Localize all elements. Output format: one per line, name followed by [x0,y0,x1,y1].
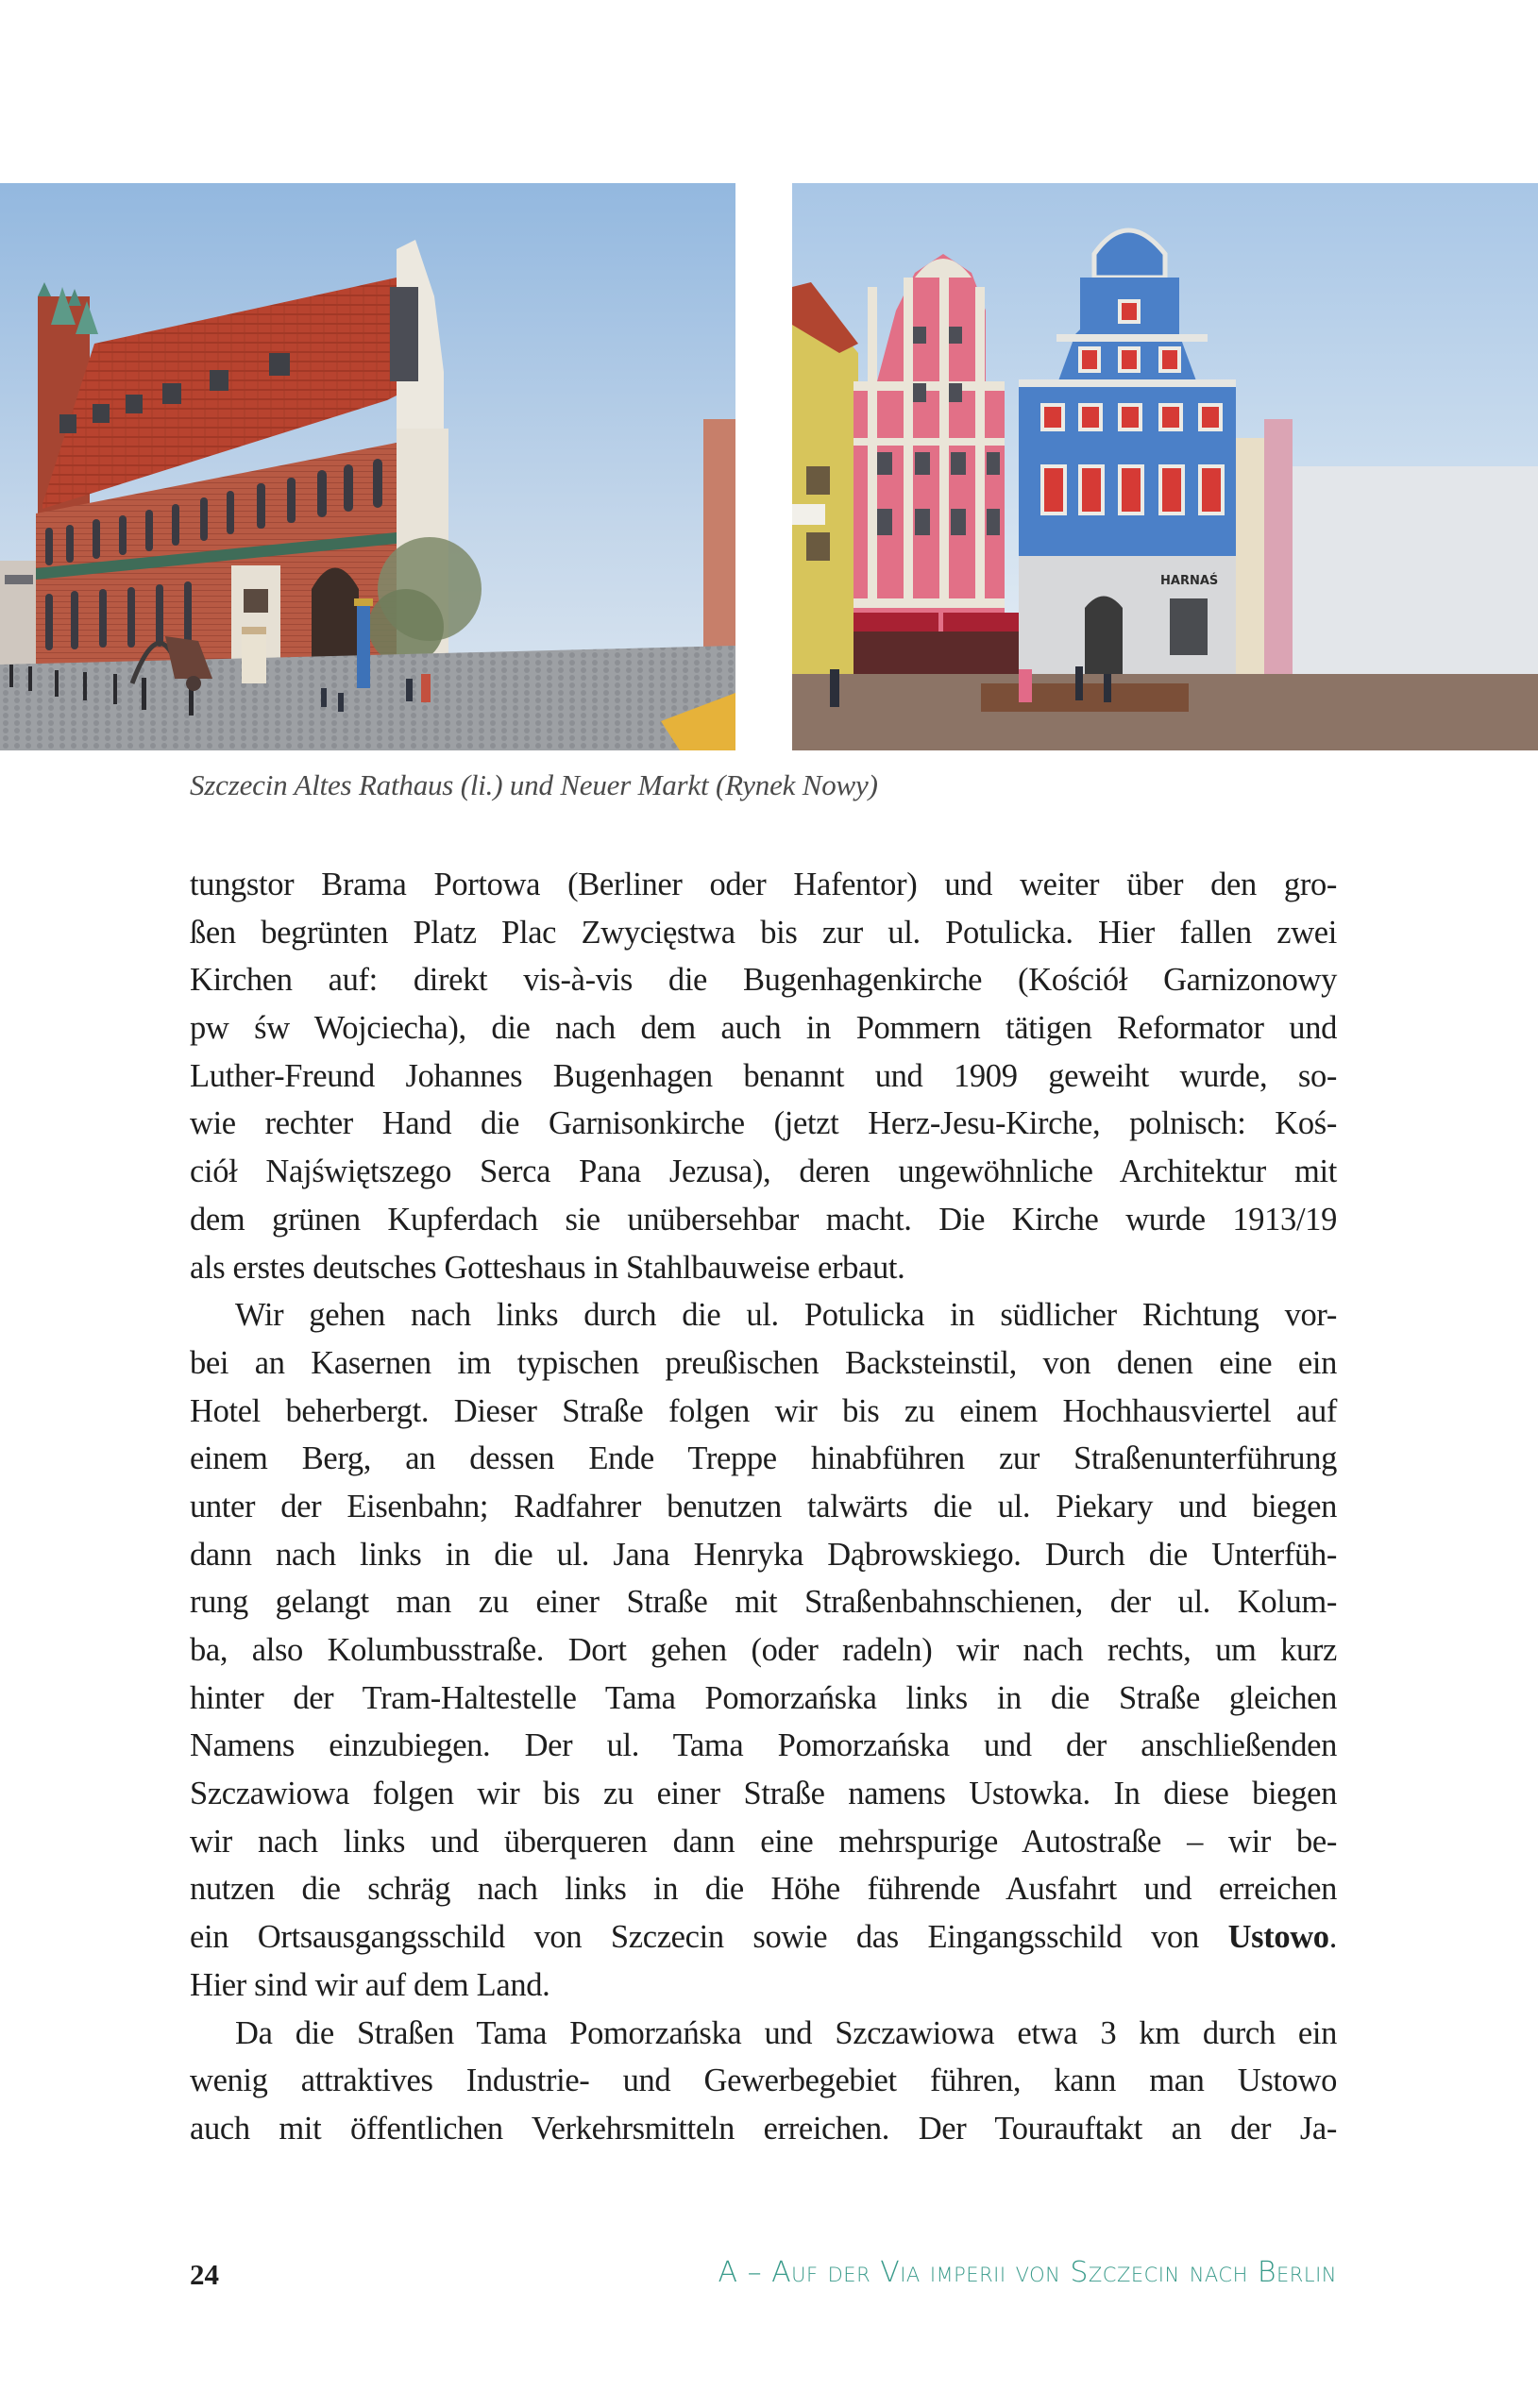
photo-old-town-hall [0,183,735,750]
text-line: bei an Kasernen im typischen preußischen Backsteinstil, von denen eine ein [190,1344,1337,1381]
text-line: tungstor Brama Portowa (Berliner oder Hafentor) und weiter über den gro- [190,867,1337,902]
running-head: A – Auf der Via imperii von Szczecin nach Berlin [718,2256,1337,2289]
text-line: ciół Najświętszego Serca Pana Jezusa), deren ungewöhnliche Architektur mit [190,1153,1337,1190]
paragraph-start: Wir gehen nach links durch die ul. Potulicka in südlicher Richtung vor- [235,1297,1337,1334]
text-line: hinter der Tram-Haltestelle Tama Pomorzańska links in die Straße gleichen [190,1679,1337,1716]
text-line: Luther-Freund Johannes Bugenhagen benannt und 1909 geweiht wurde, so- [190,1057,1337,1094]
text-line: Hier sind wir auf dem Land. [190,1966,550,2003]
text-line: unter der Eisenbahn; Radfahrer benutzen talwärts die ul. Piekary und biegen [190,1488,1337,1524]
text-line: dann nach links in die ul. Jana Henryka Dąbrowskiego. Durch die Unterfüh- [190,1536,1337,1573]
new-market-illustration [792,183,1538,750]
text-line: wir nach links und überqueren dann eine mehrspurige Autostraße – wir be- [190,1823,1337,1860]
page-number: 24 [190,2258,219,2291]
text-line: auch mit öffentlichen Verkehrsmitteln erreichen. Der Tourauftakt an der Ja- [190,2110,1337,2147]
place-name-bold: Ustowo [1227,1919,1329,1956]
text-line: dem grünen Kupferdach sie unübersehbar macht. Die Kirche wurde 1913/19 [190,1201,1337,1238]
body-text [190,861,1337,2153]
text-line: pw św Wojciecha), die nach dem auch in Pommern tätigen Reformator und [190,1010,1337,1047]
text-segment: ein Ortsausgangsschild von Szczecin sowie das Eingangsschild von [190,1919,1228,1956]
text-line: rung gelangt man zu einer Straße mit Straßenbahnschienen, der ul. Kolum- [190,1584,1337,1621]
old-town-hall-illustration [0,183,735,750]
photo-caption: Szczecin Altes Rathaus (li.) und Neuer Markt (Rynek Nowy) [190,768,878,801]
punctuation: . [1328,1919,1337,1956]
text-line: einem Berg, an dessen Ende Treppe hinabführen zur Straßenunterführung [190,1440,1337,1477]
text-line: nutzen die schräg nach links in die Höhe führende Ausfahrt und erreichen [190,1871,1337,1908]
text-line: Szczawiowa folgen wir bis zu einer Straße namens Ustowka. In diese biegen [190,1776,1337,1812]
text-line: wie rechter Hand die Garnisonkirche (jetzt Herz-Jesu-Kirche, polnisch: Koś- [190,1105,1337,1142]
photo-new-market [792,183,1538,750]
text-line: Namens einzubiegen. Der ul. Tama Pomorzańska und der anschließenden [190,1727,1337,1764]
text-line: ßen begrünten Platz Plac Zwycięstwa bis zur ul. Potulicka. Hier fallen zwei [190,914,1337,951]
paragraph-start: Da die Straßen Tama Pomorzańska und Szczawiowa etwa 3 km durch ein [235,2014,1337,2051]
text-line: wenig attraktives Industrie- und Gewerbegebiet führen, kann man Ustowo [190,2063,1337,2099]
text-line: als erstes deutsches Gotteshaus in Stahlbauweise erbaut. [190,1249,905,1286]
text-line: ba, also Kolumbusstraße. Dort gehen (oder radeln) wir nach rechts, um kurz [190,1632,1337,1668]
text-line: Kirchen auf: direkt vis-à-vis die Bugenhagenkirche (Kościół Garnizonowy [190,962,1337,999]
text-line: Hotel beherbergt. Dieser Straße folgen wir bis zu einem Hochhausviertel auf [190,1392,1337,1429]
harnas-sign: HARNAŚ [1160,574,1219,588]
text-line [190,1913,1337,1962]
